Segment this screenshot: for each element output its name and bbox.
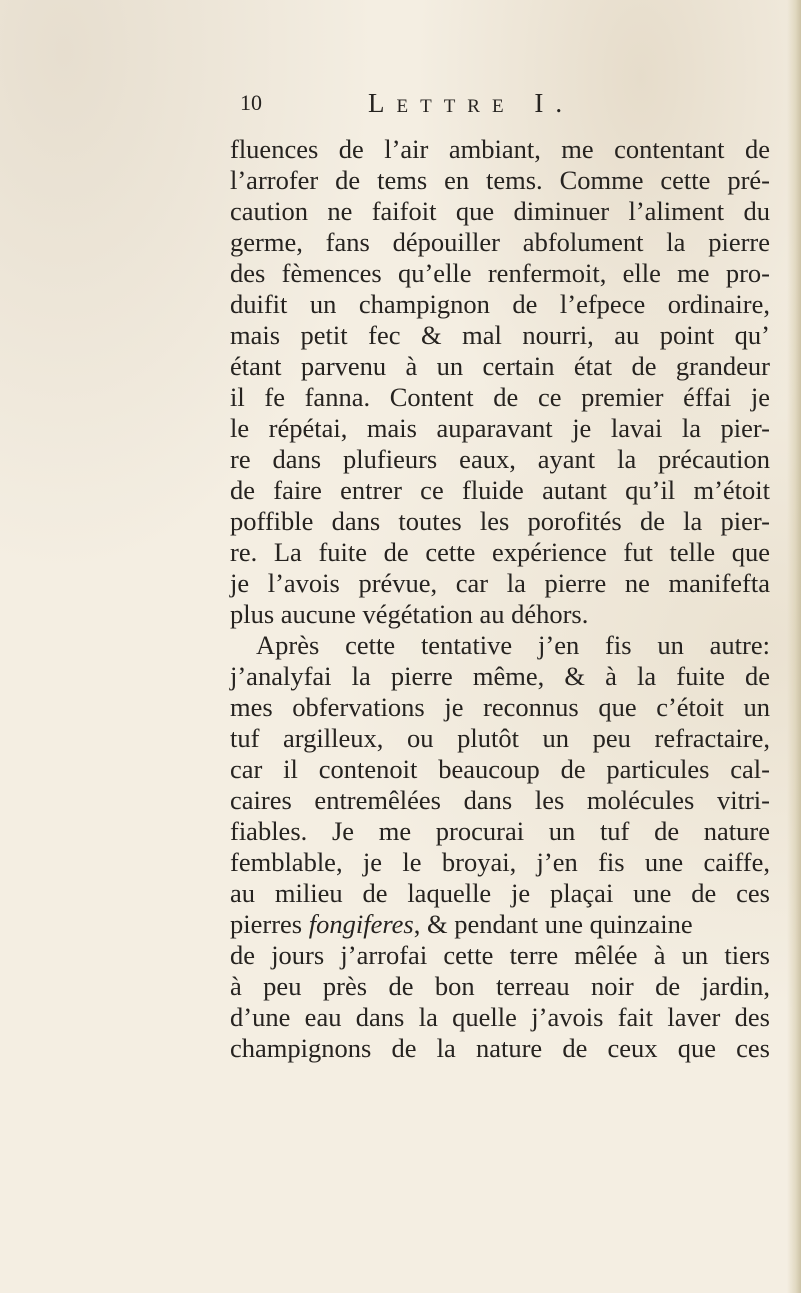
text-line: étant parvenu à un certain état de grandeur bbox=[230, 351, 770, 381]
text-line: plus aucune végétation au déhors. bbox=[230, 599, 589, 629]
text-line: l’arrofer de tems en tems. Comme cette pré- bbox=[230, 165, 770, 195]
text-line: fluences de l’air ambiant, me contentant de bbox=[230, 134, 770, 164]
text-line: il fe fanna. Content de ce premier éffai je bbox=[230, 382, 770, 412]
text-line: mes obfervations je reconnus que c’étoit un bbox=[230, 692, 770, 722]
running-title: Lettre I. bbox=[368, 88, 575, 118]
text-line: tuf argilleux, ou plutôt un peu refractaire, bbox=[230, 723, 770, 753]
text-line: re dans plufieurs eaux, ayant la précaution bbox=[230, 444, 770, 474]
text-line: duifit un champignon de l’efpece ordinaire, bbox=[230, 289, 770, 319]
text-line-mixed bbox=[230, 909, 770, 940]
text-line: car il contenoit beaucoup de particules cal- bbox=[230, 754, 770, 784]
text-line: fiables. Je me procurai un tuf de nature bbox=[230, 816, 770, 846]
text-line: germe, fans dépouiller abfolument la pierre bbox=[230, 227, 770, 257]
text-line: champignons de la nature de ceux que ces bbox=[230, 1033, 770, 1063]
text-line: Après cette tentative j’en fis un autre: bbox=[256, 630, 770, 660]
page-number: 10 bbox=[240, 90, 262, 115]
text-line: de jours j’arrofai cette terre mêlée à un tiers bbox=[230, 940, 770, 970]
text-line: de faire entrer ce fluide autant qu’il m’étoit bbox=[230, 475, 770, 505]
text-line: le répétai, mais auparavant je lavai la pier- bbox=[230, 413, 770, 443]
text-line: femblable, je le broyai, j’en fis une caiffe, bbox=[230, 847, 770, 877]
text-line: mais petit fec & mal nourri, au point qu’ bbox=[230, 320, 770, 350]
text-line: des fèmences qu’elle renfermoit, elle me pro- bbox=[230, 258, 770, 288]
text-line: caution ne faifoit que diminuer l’aliment du bbox=[230, 196, 770, 226]
text-line: j’analyfai la pierre même, & à la fuite de bbox=[230, 661, 770, 691]
text-segment: pierres bbox=[230, 909, 303, 939]
body-text bbox=[230, 134, 770, 1064]
text-line: caires entremêlées dans les molécules vitri- bbox=[230, 785, 770, 815]
text-segment: , & pendant une quinzaine bbox=[413, 909, 693, 939]
text-line: je l’avois prévue, car la pierre ne manifefta bbox=[230, 568, 770, 598]
text-line: re. La fuite de cette expérience fut telle que bbox=[230, 537, 770, 567]
text-line: poffible dans toutes les porofités de la pier- bbox=[230, 506, 770, 536]
italic-term: fongiferes bbox=[308, 909, 414, 939]
text-line: à peu près de bon terreau noir de jardin, bbox=[230, 971, 770, 1001]
text-line: d’une eau dans la quelle j’avois fait laver des bbox=[230, 1002, 770, 1032]
text-line: au milieu de laquelle je plaçai une de ces bbox=[230, 878, 770, 908]
page-edge-shadow bbox=[787, 0, 801, 1293]
page-header bbox=[240, 86, 660, 120]
